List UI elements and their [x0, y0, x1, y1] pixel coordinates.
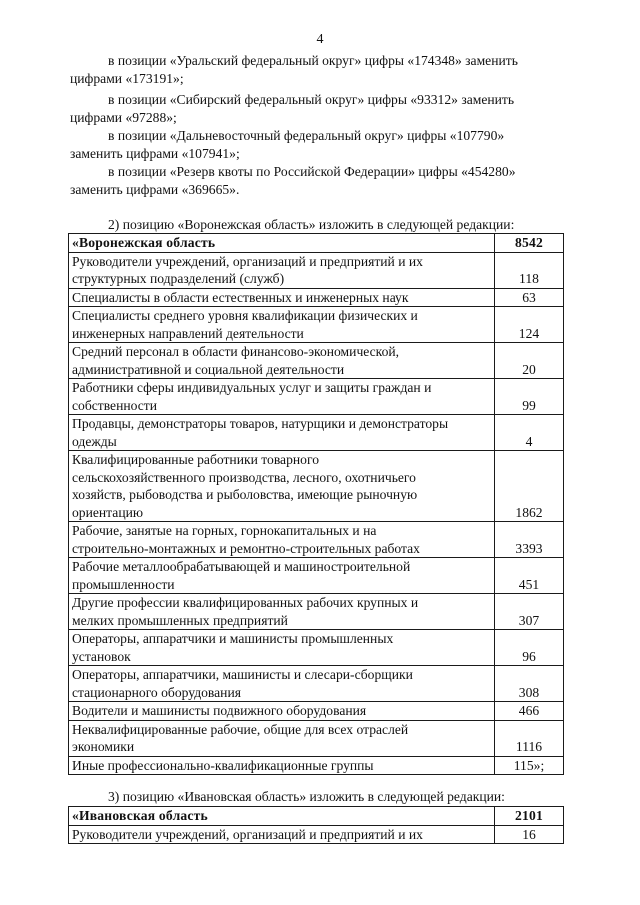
- table-row: [69, 594, 564, 630]
- quota-value: 308: [495, 666, 564, 702]
- table-row: [69, 720, 564, 756]
- amendment-line: цифрами «97288»;: [70, 109, 177, 125]
- amendment-paragraph: [70, 127, 570, 162]
- quota-value: 1862: [495, 451, 564, 522]
- section-2-intro: 2) позицию «Воронежская область» изложить в следующей редакции:: [108, 217, 515, 232]
- amendment-paragraph: [70, 91, 570, 126]
- voronezh-quota-table: [68, 233, 564, 775]
- occupation-line: мелких промышленных предприятий: [72, 612, 288, 628]
- occupation-line: Другие профессии квалифицированных рабочих крупных и: [72, 595, 419, 610]
- occupation-line: установок: [72, 648, 131, 664]
- occupation-group: [69, 451, 495, 522]
- quota-value: 96: [495, 630, 564, 666]
- table-row: [69, 756, 564, 775]
- occupation-line: сельскохозяйственного производства, лесного, охотничьего: [72, 469, 416, 485]
- occupation-line: одежды: [72, 433, 117, 449]
- occupation-line: промышленности: [72, 576, 175, 592]
- table-row: [69, 630, 564, 666]
- occupation-group: [69, 630, 495, 666]
- table-row: [69, 666, 564, 702]
- occupation-line: Работники сферы индивидуальных услуг и защиты граждан и: [72, 380, 432, 395]
- region-total: 2101: [495, 807, 564, 826]
- table-row: [69, 825, 564, 844]
- quota-value: 1116: [495, 720, 564, 756]
- amendment-line: в позиции «Резерв квоты по Российской Федерации» цифры «454280»: [108, 164, 516, 179]
- table-header-row: [69, 807, 564, 826]
- amendment-line: в позиции «Дальневосточный федеральный округ» цифры «107790»: [108, 128, 505, 143]
- table-row: [69, 522, 564, 558]
- table-row: [69, 415, 564, 451]
- table-row: [69, 307, 564, 343]
- quota-value: 124: [495, 307, 564, 343]
- table-row: [69, 451, 564, 522]
- table-row: [69, 288, 564, 307]
- amendment-line: заменить цифрами «107941»;: [70, 145, 240, 161]
- occupation-line: Рабочие металлообрабатывающей и машиностроительной: [72, 559, 411, 574]
- occupation-group: [69, 594, 495, 630]
- occupation-group: [69, 343, 495, 379]
- occupation-line: административной и социальной деятельности: [72, 361, 345, 377]
- occupation-group: [69, 666, 495, 702]
- occupation-line: Средний персонал в области финансово-экономической,: [72, 344, 400, 359]
- region-total: 8542: [495, 234, 564, 253]
- quota-value: 3393: [495, 522, 564, 558]
- quota-value: 63: [495, 288, 564, 307]
- occupation-group: [69, 252, 495, 288]
- table-row: [69, 252, 564, 288]
- occupation-line: Руководители учреждений, организаций и предприятий и их: [72, 826, 423, 842]
- table-header-row: [69, 234, 564, 253]
- ivanovo-quota-table: [68, 806, 564, 844]
- quota-value: 115»;: [495, 756, 564, 775]
- occupation-line: ориентацию: [72, 504, 144, 520]
- quota-value: 20: [495, 343, 564, 379]
- occupation-group: [69, 558, 495, 594]
- amendment-paragraph: [70, 52, 570, 87]
- quota-value: 4: [495, 415, 564, 451]
- occupation-line: Иные профессионально-квалификационные группы: [72, 757, 374, 773]
- occupation-line: Продавцы, демонстраторы товаров, натурщики и демонстраторы: [72, 416, 449, 431]
- occupation-group: [69, 720, 495, 756]
- occupation-group: [69, 379, 495, 415]
- occupation-line: Операторы, аппаратчики и машинисты промышленных: [72, 631, 394, 646]
- occupation-group: [69, 415, 495, 451]
- occupation-group: [69, 307, 495, 343]
- quota-value: 466: [495, 702, 564, 721]
- occupation-line: Рабочие, занятые на горных, горнокапитальных и на: [72, 523, 377, 538]
- occupation-line: структурных подразделений (служб): [72, 271, 285, 286]
- occupation-group: [69, 288, 495, 307]
- occupation-line: строительно-монтажных и ремонтно-строительных работах: [72, 540, 420, 556]
- occupation-group: [69, 702, 495, 721]
- occupation-line: хозяйств, рыбоводства и рыболовства, имеющие рыночную: [72, 487, 418, 502]
- amendment-line: цифрами «173191»;: [70, 70, 184, 86]
- table-row: [69, 702, 564, 721]
- occupation-group: [69, 825, 495, 844]
- occupation-line: Операторы, аппаратчики, машинисты и слесари-сборщики: [72, 667, 413, 682]
- occupation-line: Специалисты среднего уровня квалификации физических и: [72, 308, 418, 323]
- amendment-paragraph: [70, 163, 570, 198]
- occupation-line: Квалифицированные работники товарного: [72, 452, 319, 467]
- region-name: «Воронежская область: [69, 234, 495, 253]
- occupation-line: Специалисты в области естественных и инженерных наук: [72, 289, 409, 305]
- occupation-line: инженерных направлений деятельности: [72, 325, 304, 341]
- quota-value: 307: [495, 594, 564, 630]
- quota-value: 451: [495, 558, 564, 594]
- quota-value: 118: [495, 252, 564, 288]
- occupation-line: Неквалифицированные рабочие, общие для всех отраслей: [72, 721, 409, 737]
- amendment-line: в позиции «Сибирский федеральный округ» цифры «93312» заменить: [108, 92, 515, 107]
- table-row: [69, 343, 564, 379]
- occupation-line: собственности: [72, 397, 158, 413]
- occupation-group: [69, 522, 495, 558]
- quota-value: 16: [495, 825, 564, 844]
- table-row: [69, 379, 564, 415]
- table-row: [69, 558, 564, 594]
- region-name: «Ивановская область: [69, 807, 495, 826]
- occupation-line: экономики: [72, 739, 135, 754]
- occupation-line: Руководители учреждений, организаций и предприятий и их: [72, 253, 423, 269]
- quota-value: 99: [495, 379, 564, 415]
- occupation-line: стационарного оборудования: [72, 684, 241, 700]
- amendment-line: заменить цифрами «369665».: [70, 181, 240, 197]
- occupation-group: [69, 756, 495, 775]
- amendment-line: в позиции «Уральский федеральный округ» цифры «174348» заменить: [108, 53, 518, 68]
- section-3-intro: 3) позицию «Ивановская область» изложить в следующей редакции:: [108, 789, 505, 804]
- page-number: 4: [316, 32, 324, 47]
- occupation-line: Водители и машинисты подвижного оборудования: [72, 703, 367, 718]
